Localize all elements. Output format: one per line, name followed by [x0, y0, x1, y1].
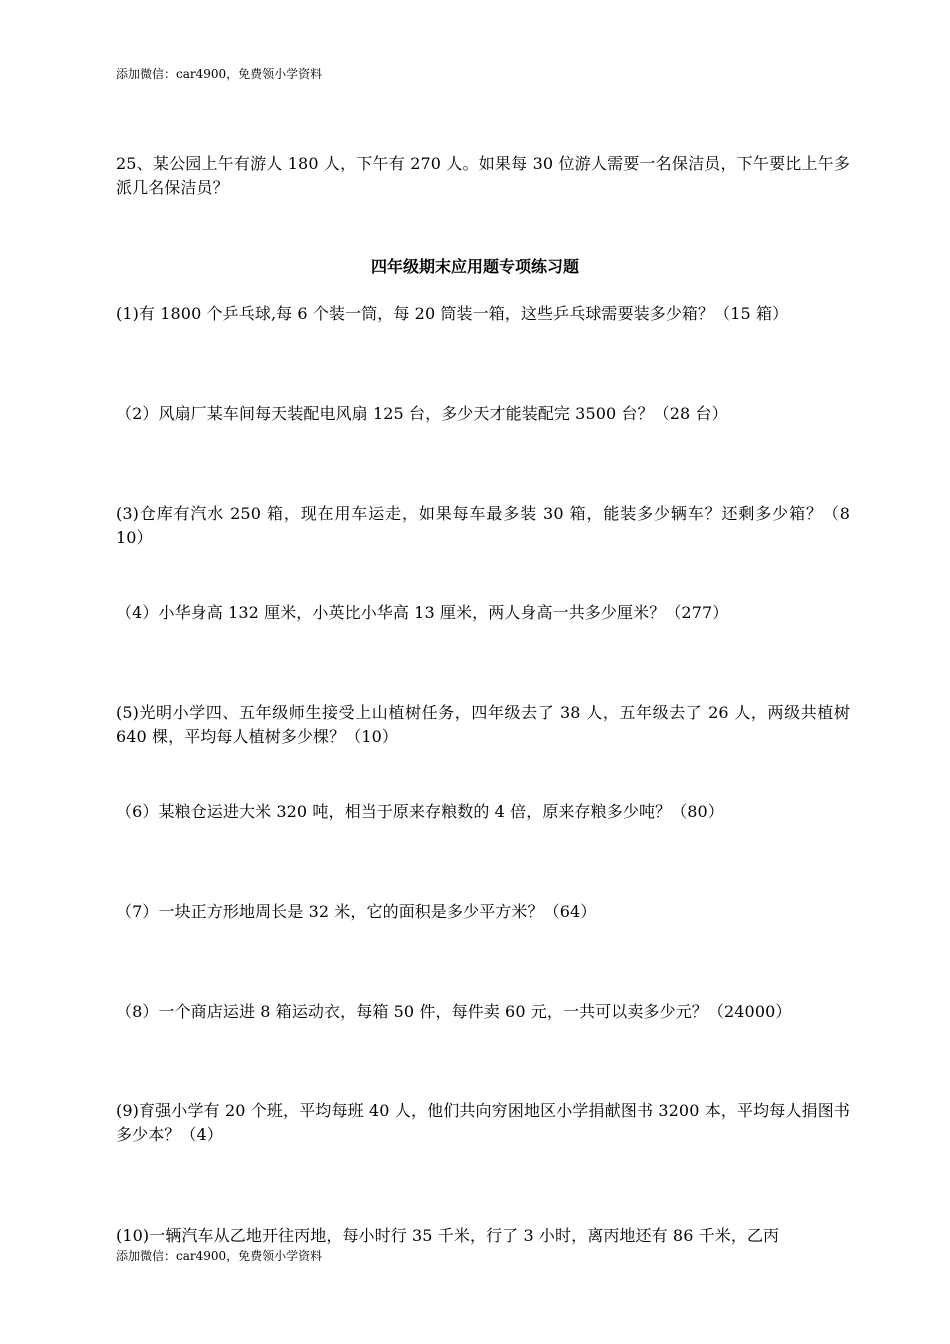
problem-10: (10)一辆汽车从乙地开往丙地，每小时行 35 千米，行了 3 小时，离丙地还有 86 千米，乙丙: [116, 1226, 780, 1245]
problem-5: (5)光明小学四、五年级师生接受上山植树任务，四年级去了 38 人，五年级去了 26 人，两级共植树 640 棵，平均每人植树多少棵？（10）: [116, 703, 850, 746]
problem-1: (1)有 1800 个乒乓球,每 6 个装一筒，每 20 筒装一箱，这些乒乓球需要装多少箱？（15 箱）: [116, 304, 789, 323]
header-note: 添加微信：car4900，免费领小学资料: [116, 67, 323, 81]
problem-9: (9)育强小学有 20 个班，平均每班 40 人，他们共向穷困地区小学捐献图书 3200 本，平均每人捐图书多少本？（4）: [116, 1101, 850, 1144]
problem-25: 25、某公园上午有游人 180 人，下午有 270 人。如果每 30 位游人需要一名保洁员，下午要比上午多派几名保洁员？: [116, 154, 850, 197]
problem-3: (3)仓库有汽水 250 箱，现在用车运走，如果每车最多装 30 箱，能装多少辆车？还剩多少箱？（8 10）: [116, 504, 867, 547]
section-title: 四年级期末应用题专项练习题: [370, 257, 579, 276]
problem-2: （2）风扇厂某车间每天装配电风扇 125 台，多少天才能装配完 3500 台？（28 台）: [116, 404, 728, 423]
problem-7: （7）一块正方形地周长是 32 米，它的面积是多少平方米？（64）: [116, 902, 597, 921]
problem-4: （4）小华身高 132 厘米，小英比小华高 13 厘米，两人身高一共多少厘米？（277）: [116, 603, 729, 622]
footer-note: 添加微信：car4900，免费领小学资料: [116, 1249, 323, 1263]
problem-8: （8）一个商店运进 8 箱运动衣，每箱 50 件，每件卖 60 元，一共可以卖多少元？（24000）: [116, 1002, 792, 1021]
problem-6: （6）某粮仓运进大米 320 吨，相当于原来存粮数的 4 倍，原来存粮多少吨？（80）: [116, 802, 724, 821]
